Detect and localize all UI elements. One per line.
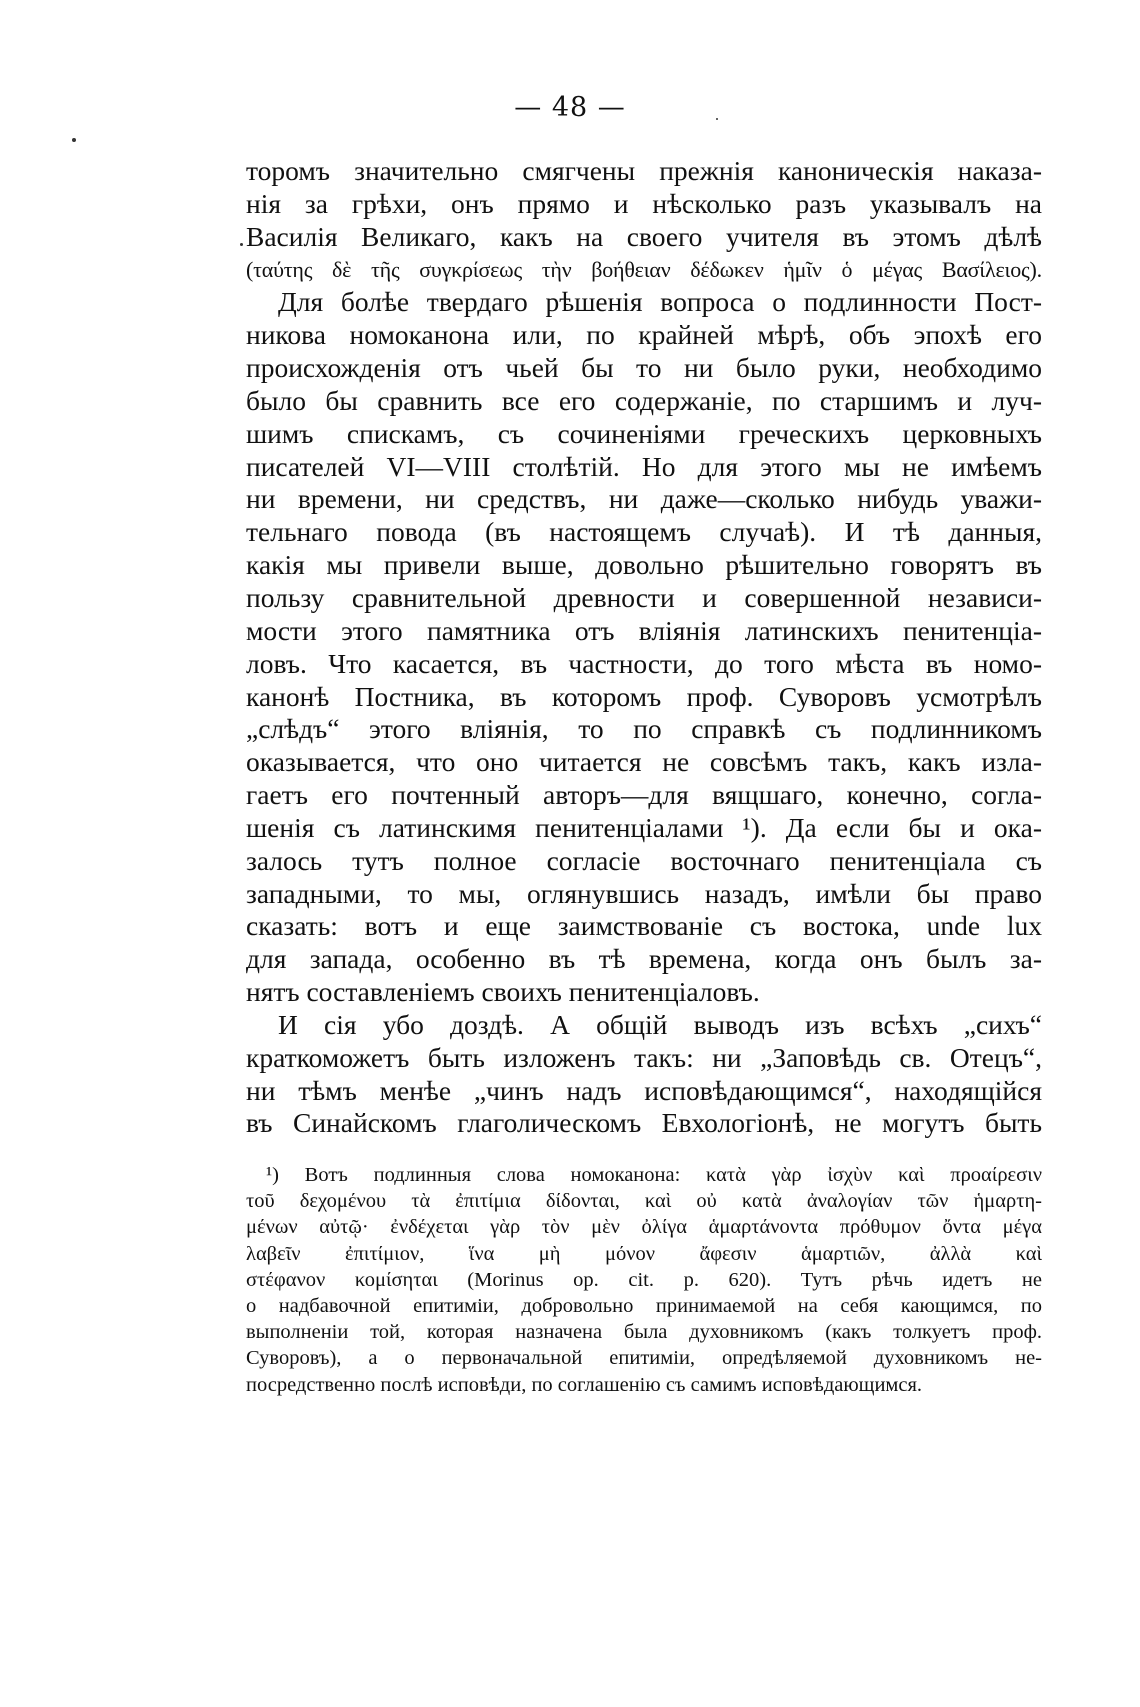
text-line: никова номоканона или, по крайней мѣрѣ, объ эпохѣ его (246, 319, 1042, 351)
main-text-body (246, 155, 1042, 1140)
footnote-block (246, 1162, 1042, 1398)
footnote-line: τοῦ δεχομένου τὰ ἐπιτίμια δίδονται, καὶ οὐ κατὰ ἀναλογίαν τῶν ἡμαρτη- (246, 1190, 1042, 1213)
text-line: мости этого памятника отъ вліянія латинскихъ пенитенціа- (246, 614, 1042, 646)
footnote-line: о надбавочной епитиміи, добровольно принимаемой на себя кающимся, по (246, 1294, 1042, 1317)
footnote-line: ¹) Вотъ подлинныя слова номоканона: κατὰ γὰρ ἰσχὺν καὶ προαίρεσιν (266, 1164, 1042, 1186)
text-line: шимъ спискамъ, съ сочиненіями греческихъ церковныхъ (246, 417, 1042, 449)
paragraph-start-line: Для болѣе твердаго рѣшенія вопроса о подлинности Пост- (278, 286, 1042, 318)
footnote-line: посредственно послѣ исповѣди, по соглашенію съ самимъ исповѣдающимся. (246, 1373, 923, 1396)
text-line: происхожденія отъ чьей бы то ни было руки, необходимо (246, 352, 1042, 384)
text-line: для запада, особенно въ тѣ времена, когда онъ былъ за- (246, 943, 1042, 975)
text-line: торомъ значительно смягчены прежнія каноническія наказа- (246, 155, 1042, 186)
text-line: „слѣдъ“ этого вліянія, то по справкѣ съ подлинникомъ (246, 713, 1042, 745)
text-line: нія за грѣхи, онъ прямо и нѣсколько разъ указывалъ на (246, 187, 1042, 219)
footnote-line: μένων αὐτῷ· ἐνδέχεται γὰρ τὸν μὲν ὀλίγα ἁμαρτάνοντα πρόθυμον ὄντα μέγα (246, 1216, 1042, 1239)
text-line: залось тутъ полное согласіе восточнаго пенитенціала съ (246, 844, 1042, 876)
scan-speck (716, 118, 718, 120)
text-line: канонѣ Постника, въ которомъ проф. Суворовъ усмотрѣлъ (246, 680, 1042, 712)
text-line: ни тѣмъ менѣе „чинъ надъ исповѣдающимся“, находящійся (246, 1074, 1042, 1106)
text-line: какія мы привели выше, довольно рѣшительно говорятъ въ (246, 549, 1042, 581)
text-line: ни времени, ни средствъ, ни даже—сколько нибудь уважи- (246, 483, 1042, 515)
text-line: ловъ. Что касается, въ частности, до того мѣста въ номо- (246, 647, 1042, 679)
footnote-line: στέφανον κομίσηται (Morinus op. cit. p. 620). Тутъ рѣчь идетъ не (246, 1268, 1042, 1291)
footnote-line: Суворовъ), а о первоначальной епитиміи, опредѣляемой духовникомъ не- (246, 1347, 1042, 1370)
footnote-line: λαβεῖν ἐπιτίμιον, ἵνα μὴ μόνον ἄφεσιν ἁμαρτιῶν, ἀλλὰ καὶ (246, 1242, 1042, 1265)
text-line: краткоможетъ быть изложенъ такъ: ни „Заповѣдь св. Отецъ“, (246, 1041, 1042, 1073)
paragraph-end-line: нятъ составленіемъ своихъ пенитенціаловъ. (246, 976, 760, 1008)
text-line: въ Синайскомъ глаголическомъ Евхологіонѣ, не могутъ быть (246, 1107, 1042, 1139)
paragraph-start-line: И сія убо доздѣ. А общій выводъ изъ всѣхъ „сихъ“ (278, 1008, 1042, 1040)
scan-speck (72, 138, 76, 142)
text-line-footnote-ref: шенія съ латинскимя пенитенціалами ¹). Да если бы и ока- (246, 811, 1042, 843)
text-line: писателей VI—VIII столѣтій. Но для этого мы не имѣемъ (246, 450, 1042, 482)
text-line: Василія Великаго, какъ на своего учителя въ этомъ дѣлѣ (246, 220, 1042, 252)
text-line: пользу сравнительной древности и совершенной независи- (246, 581, 1042, 613)
text-line: гаетъ его почтенный авторъ—для вящшаго, конечно, согла- (246, 779, 1042, 811)
text-line: западными, то мы, оглянувшись назадъ, имѣли бы право (246, 877, 1042, 909)
footnote-line: выполненіи той, которая назначена была духовникомъ (какъ толкуетъ проф. (246, 1321, 1042, 1344)
text-line-greek-quote: (ταύτης δὲ τῆς συγκρίσεως τὴν βοήθειαν δέδωκεν ἡμῖν ὁ μέγας Βασίλειος). (246, 256, 1042, 282)
text-line: тельнаго повода (въ настоящемъ случаѣ). И тѣ данныя, (246, 516, 1042, 548)
scan-speck (240, 243, 243, 246)
text-line: оказывается, что оно читается не совсѣмъ такъ, какъ изла- (246, 746, 1042, 778)
text-line: сказать: вотъ и еще заимствованіе съ востока, unde lux (246, 910, 1042, 942)
text-line: было бы сравнить все его содержаніе, по старшимъ и луч- (246, 384, 1042, 416)
page-number: — 48 — (514, 92, 626, 123)
